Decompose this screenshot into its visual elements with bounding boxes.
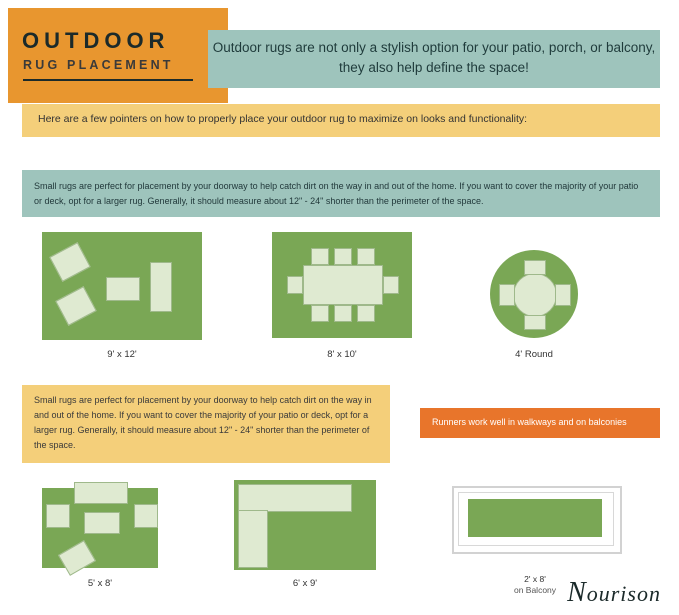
- dining-table: [303, 265, 383, 305]
- intro-banner: [208, 30, 660, 88]
- coffee-table: [106, 277, 140, 301]
- figure-label: 6' x 9': [292, 578, 318, 589]
- dining-chair: [524, 315, 546, 330]
- pointer-banner: [22, 104, 660, 137]
- dining-chair: [357, 305, 375, 322]
- sofa: [74, 482, 128, 504]
- sectional-sofa: [238, 510, 268, 568]
- dining-chair: [287, 276, 303, 294]
- figure-sublabel: on Balcony: [513, 585, 557, 595]
- note-runner: [420, 408, 660, 438]
- page-title: OUTDOOR: [22, 28, 170, 53]
- note-middle: [22, 385, 390, 463]
- dining-chair: [334, 305, 352, 322]
- note-top-text: Small rugs are perfect for placement by your doorway to help catch dirt on the way in and out of the home. If you want to cover the majority of your patio or deck, opt for a larger rug. Generally, it should measure about 12" - 24" shorter than the perimeter of the space.: [34, 181, 639, 206]
- note-runner-text: Runners work well in walkways and on balconies: [432, 417, 627, 427]
- note-middle-text: Small rugs are perfect for placement by your doorway to help catch dirt on the way in and out of the home. If you want to cover the majority of your patio or deck, opt for a larger rug. Generally, it should measure about 12" - 24" shorter than the perimeter of the space.: [34, 395, 372, 450]
- dining-chair: [383, 276, 399, 294]
- pointer-banner-text: Here are a few pointers on how to properly place your outdoor rug to maximize on looks and functionality:: [38, 113, 528, 125]
- title-block: [8, 8, 228, 103]
- dining-chair: [499, 284, 515, 306]
- figure-label: 2' x 8': [524, 574, 546, 584]
- figure-label: 5' x 8': [87, 578, 113, 589]
- page-subtitle: RUG PLACEMENT: [23, 58, 174, 72]
- figure-label: 4' Round: [515, 349, 553, 360]
- armchair: [134, 504, 158, 528]
- title-divider: [23, 79, 193, 81]
- dining-chair: [334, 248, 352, 265]
- figure-label: 9' x 12': [107, 349, 137, 360]
- brand-initial: N: [567, 577, 587, 608]
- sectional-sofa: [238, 484, 352, 512]
- dining-chair: [311, 305, 329, 322]
- round-table: [513, 273, 557, 317]
- dining-chair: [524, 260, 546, 275]
- rug-shape: [468, 499, 602, 537]
- brand-name: ourison: [586, 581, 661, 606]
- brand-logo: [567, 577, 661, 609]
- figure-label: 8' x 10': [327, 349, 357, 360]
- dining-chair: [357, 248, 375, 265]
- coffee-table: [84, 512, 120, 534]
- armchair: [46, 504, 70, 528]
- sofa: [150, 262, 172, 312]
- dining-chair: [311, 248, 329, 265]
- note-top: [22, 170, 660, 217]
- dining-chair: [555, 284, 571, 306]
- intro-banner-text: Outdoor rugs are not only a stylish option for your patio, porch, or balcony, they also help define the space!: [212, 40, 656, 75]
